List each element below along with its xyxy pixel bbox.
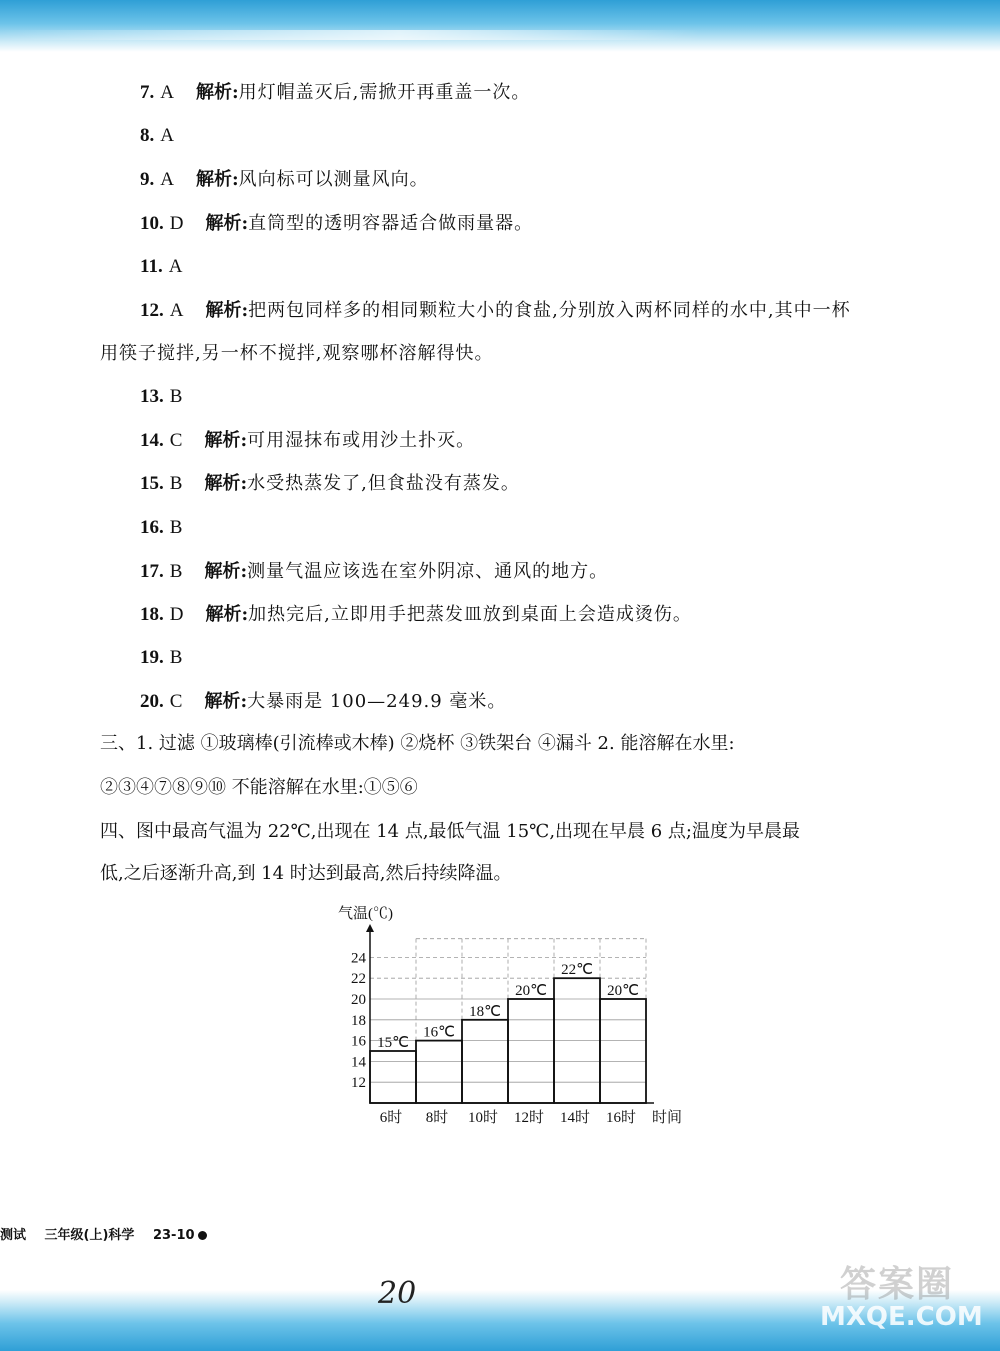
analysis-colon: : (241, 300, 249, 321)
analysis-text: 风向标可以测量风向。 (238, 169, 429, 190)
analysis-label: 解析 (204, 473, 241, 494)
analysis-colon: : (240, 473, 248, 494)
question-number: 17. (140, 561, 164, 582)
question-number: 8. (140, 125, 155, 146)
answer-item (140, 561, 608, 583)
analysis-text: 可用湿抹布或用沙土扑灭。 (247, 430, 476, 451)
data-label: 15℃ (377, 1035, 409, 1051)
answer-item (140, 169, 429, 191)
question-number: 14. (140, 430, 164, 451)
answer-choice: A (160, 169, 174, 190)
section-4-line-2: 低,之后逐渐升高,到 14 时达到最高,然后持续降温。 (100, 863, 512, 884)
watermark-logo: 答案圈 (840, 1264, 955, 1305)
answer-choice: A (169, 300, 184, 321)
x-tick-label: 10时 (467, 1110, 499, 1126)
analysis-label: 解析 (195, 82, 232, 103)
page-number: 20 (378, 1276, 417, 1311)
answer-item (140, 256, 182, 278)
answer-item (140, 647, 182, 669)
answer-item (140, 82, 530, 104)
analysis-label: 解析 (204, 561, 241, 582)
answer-item (140, 213, 533, 235)
x-tick-label: 12时 (513, 1110, 545, 1126)
analysis-colon: : (231, 169, 239, 190)
analysis-colon: : (241, 604, 249, 625)
y-tick-label: 14 (351, 1054, 366, 1071)
answer-item (140, 386, 182, 408)
x-tick-label: 6时 (379, 1110, 403, 1126)
answer-choice: C (169, 430, 183, 451)
analysis-colon: : (241, 213, 249, 234)
answer-item (140, 125, 174, 147)
y-axis-arrow (366, 924, 374, 932)
question-number: 10. (140, 213, 164, 234)
analysis-colon: : (240, 691, 248, 712)
section-3-line-2: ②③④⑦⑧⑨⑩ 不能溶解在水里:①⑤⑥ (100, 777, 418, 798)
y-axis-label: 气温(℃) (338, 906, 393, 922)
page-footer (0, 1224, 207, 1243)
section-3-line-1: 三、1. 过滤 ①玻璃棒(引流棒或木棒) ②烧杯 ③铁架台 ④漏斗 2. 能溶解在水里: (100, 733, 735, 754)
question-number: 7. (140, 82, 155, 103)
y-tick-label: 24 (351, 950, 366, 967)
analysis-text: 大暴雨是 100—249.9 毫米。 (247, 691, 507, 712)
chart-svg (320, 900, 700, 1130)
footer-code: 23-10 (152, 1228, 195, 1243)
analysis-label: 解析 (204, 691, 241, 712)
analysis-label: 解析 (204, 430, 241, 451)
answer-choice: B (169, 647, 183, 668)
answer-choice: C (169, 691, 183, 712)
analysis-label: 解析 (205, 604, 242, 625)
data-label: 20℃ (607, 983, 639, 999)
data-label: 16℃ (423, 1024, 455, 1041)
answer-choice: D (169, 604, 184, 625)
answer-choice: A (160, 125, 174, 146)
y-tick-label: 22 (351, 971, 366, 988)
analysis-text: 用灯帽盖灭后,需掀开再重盖一次。 (238, 82, 531, 103)
question-number: 9. (140, 169, 155, 190)
analysis-text: 直筒型的透明容器适合做雨量器。 (248, 213, 534, 234)
answer-choice: B (169, 386, 183, 407)
analysis-colon: : (240, 561, 248, 582)
analysis-label: 解析 (205, 300, 242, 321)
answer-choice: D (169, 213, 184, 234)
x-tick-label: 14时 (559, 1110, 591, 1126)
question-number: 15. (140, 473, 164, 494)
analysis-text: 加热完后,立即用手把蒸发皿放到桌面上会造成烫伤。 (248, 604, 692, 625)
question-number: 11. (140, 256, 163, 277)
question-number: 16. (140, 517, 164, 538)
question-number: 20. (140, 691, 164, 712)
question-number: 19. (140, 647, 164, 668)
answer-item (140, 691, 506, 713)
analysis-text: 水受热蒸发了,但食盐没有蒸发。 (247, 473, 520, 494)
bar (416, 1041, 462, 1103)
watermark-url: MXQE.COM (820, 1302, 983, 1332)
answer-item (140, 517, 182, 539)
answer-item (140, 300, 851, 322)
answer-choice: B (169, 473, 183, 494)
x-axis-label: 时间 (652, 1110, 683, 1126)
question-number: 13. (140, 386, 164, 407)
answer-choice: A (160, 82, 174, 103)
bar (508, 999, 554, 1103)
footer-series: 测试 (0, 1228, 27, 1243)
x-tick-label: 8时 (425, 1110, 449, 1126)
y-tick-label: 16 (351, 1033, 366, 1050)
top-band-streak (0, 30, 1000, 40)
question-number: 18. (140, 604, 164, 625)
y-tick-label: 20 (351, 992, 366, 1008)
temperature-bar-chart (320, 900, 700, 1130)
data-label: 18℃ (469, 1003, 501, 1020)
question-number: 12. (140, 300, 164, 321)
x-tick-label: 16时 (605, 1110, 637, 1126)
analysis-text: 测量气温应该选在室外阴凉、通风的地方。 (247, 561, 609, 582)
data-label: 20℃ (515, 983, 547, 999)
analysis-text: 把两包同样多的相同颗粒大小的食盐,分别放入两杯同样的水中,其中一杯 (248, 300, 851, 321)
section-4-line-1: 四、图中最高气温为 22℃,出现在 14 点,最低气温 15℃,出现在早晨 6 点;温度为早晨最 (100, 821, 800, 842)
y-tick-label: 18 (351, 1012, 366, 1029)
answer-item (140, 604, 692, 626)
data-label: 22℃ (561, 962, 593, 979)
analysis-label: 解析 (195, 169, 232, 190)
bar (370, 1051, 416, 1103)
answer-choice: B (169, 517, 183, 538)
analysis-text-continued: 用筷子搅拌,另一杯不搅拌,观察哪杯溶解得快。 (100, 343, 494, 364)
analysis-colon: : (231, 82, 239, 103)
y-tick-label: 12 (351, 1075, 366, 1092)
answer-item (140, 473, 520, 495)
top-decorative-band (0, 0, 1000, 52)
analysis-colon: : (240, 430, 248, 451)
answer-choice: A (168, 256, 183, 277)
analysis-label: 解析 (205, 213, 242, 234)
footer-grade: 三年级(上)科学 (44, 1228, 135, 1243)
answer-choice: B (169, 561, 183, 582)
footer-dot (198, 1231, 207, 1240)
answer-item (140, 430, 475, 452)
bar (600, 999, 646, 1103)
